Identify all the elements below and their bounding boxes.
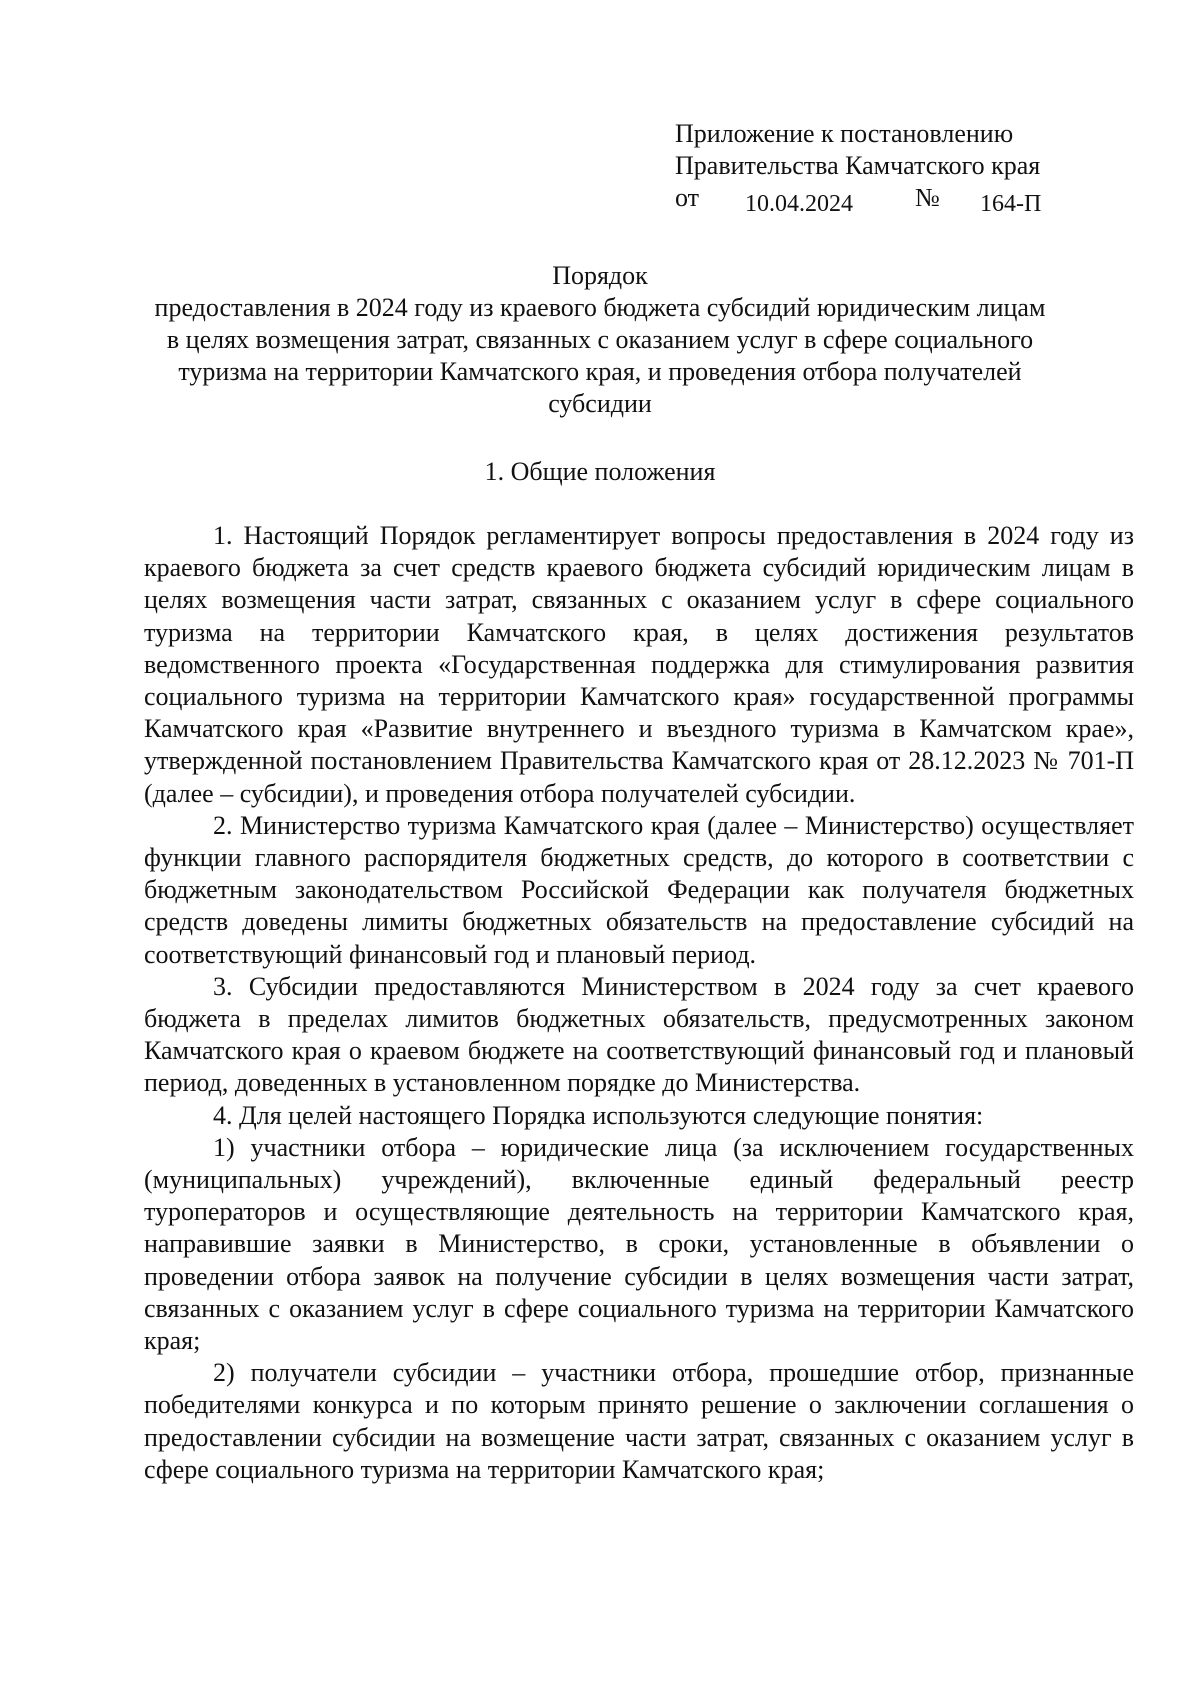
- paragraph: 4. Для целей настоящего Порядка используются следующие понятия:: [213, 1100, 984, 1130]
- document-body: [144, 520, 1134, 1486]
- title-line-3: в целях возмещения затрат, связанных с оказанием услуг в сфере социального: [166, 325, 1034, 354]
- title-line-5: субсидии: [548, 389, 652, 418]
- title-line-1: Порядок: [552, 261, 648, 290]
- resolution-date: 10.04.2024: [745, 191, 853, 217]
- number-sign: №: [915, 183, 940, 212]
- paragraph: 1. Настоящий Порядок регламентирует вопросы предоставления в 2024 году из краевого бюджета за счет средств краевого бюджета субсидий юридическим лицам в целях возмещения части затрат, связанных с оказанием услуг в сфере социального туризма на территории Камчатского края, в целях достижения результатов ведомственного проекта «Государственная поддержка для стимулирования развития социального туризма на территории Камчатского края» государственной программы Камчатского края «Развитие внутреннего и въездного туризма в Камчатском крае», утвержденной постановлением Правительства Камчатского края от 28.12.2023 № 701-П (далее – субсидии), и проведения отбора получателей субсидии.: [144, 521, 1134, 808]
- from-label: от: [675, 183, 700, 212]
- resolution-meta: [675, 184, 1135, 220]
- title-line-4: туризма на территории Камчатского края, и проведения отбора получателей: [178, 357, 1022, 386]
- document-title: [130, 260, 1070, 420]
- paragraph: 2. Министерство туризма Камчатского края (далее – Министерство) осуществляет функции главного распорядителя бюджетных средств, до которого в соответствии с бюджетным законодательством Российской Федерации как получателя бюджетных средств доведены лимиты бюджетных обязательств на предоставление субсидий на соответствующий финансовый год и плановый период.: [144, 810, 1134, 969]
- paragraph: 1) участники отбора – юридические лица (за исключением государственных (муниципальных) учреждений), включенные единый федеральный реестр туроператоров и осуществляющие деятельность на территории Камчатского края, направившие заявки в Министерство, в сроки, установленные в объявлении о проведении отбора заявок на получение субсидии в целях возмещения части затрат, связанных с оказанием услуг в сфере социального туризма на территории Камчатского края;: [144, 1132, 1134, 1356]
- paragraph: 2) получатели субсидии – участники отбора, прошедшие отбор, признанные победителями конкурса и по которым принято решение о заключении соглашения о предоставлении субсидии на возмещение части затрат, связанных с оказанием услуг в сфере социального туризма на территории Камчатского края;: [144, 1358, 1134, 1484]
- appendix-header: [675, 118, 1135, 220]
- paragraph: 3. Субсидии предоставляются Министерством в 2024 году за счет краевого бюджета в пределах лимитов бюджетных обязательств, предусмотренных законом Камчатского края о краевом бюджете на соответствующий финансовый год и плановый период, доведенных в установленном порядке до Министерства.: [144, 971, 1134, 1098]
- section-title: 1. Общие положения: [484, 457, 716, 486]
- appendix-line-1: Приложение к постановлению: [675, 119, 1014, 148]
- resolution-number: 164-П: [980, 191, 1042, 217]
- appendix-line-2: Правительства Камчатского края: [675, 151, 1041, 180]
- title-line-2: предоставления в 2024 году из краевого бюджета субсидий юридическим лицам: [154, 293, 1046, 322]
